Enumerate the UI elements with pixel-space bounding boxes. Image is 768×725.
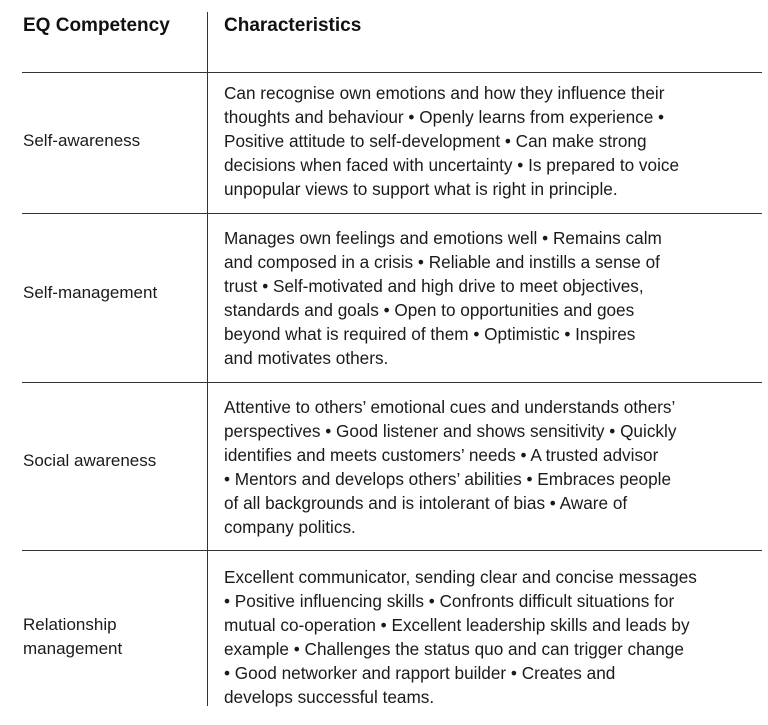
text-line: of all backgrounds and is intolerant of bias • Aware of bbox=[224, 493, 628, 513]
text-line: company politics. bbox=[224, 517, 356, 537]
text-line: example • Challenges the status quo and can trigger change bbox=[224, 639, 684, 659]
competency-line: Relationship bbox=[23, 615, 117, 634]
characteristics-text bbox=[224, 226, 760, 370]
text-line: standards and goals • Open to opportunities and goes bbox=[224, 300, 635, 320]
text-line: perspectives • Good listener and shows sensitivity • Quickly bbox=[224, 421, 677, 441]
competency-name bbox=[23, 613, 122, 661]
text-line: thoughts and behaviour • Openly learns from experience • bbox=[224, 107, 665, 127]
competency-name: Self-awareness bbox=[23, 131, 141, 150]
table-header bbox=[0, 0, 768, 72]
row-divider bbox=[22, 550, 762, 551]
row-divider bbox=[22, 382, 762, 383]
text-line: and composed in a crisis • Reliable and instills a sense of bbox=[224, 252, 660, 272]
text-line: trust • Self-motivated and high drive to meet objectives, bbox=[224, 276, 644, 296]
text-line: Can recognise own emotions and how they influence their bbox=[224, 83, 665, 103]
column-header-competency: EQ Competency bbox=[23, 15, 170, 36]
text-line: • Good networker and rapport builder • Creates and bbox=[224, 663, 616, 683]
text-line: and motivates others. bbox=[224, 348, 389, 368]
text-line: beyond what is required of them • Optimistic • Inspires bbox=[224, 324, 636, 344]
row-divider bbox=[22, 213, 762, 214]
competency-line: management bbox=[23, 639, 123, 658]
characteristics-text bbox=[224, 565, 760, 709]
text-line: • Positive influencing skills • Confronts difficult situations for bbox=[224, 591, 675, 611]
text-line: • Mentors and develops others’ abilities • Embraces people bbox=[224, 469, 672, 489]
text-line: Excellent communicator, sending clear and concise messages bbox=[224, 567, 697, 587]
text-line: mutual co-operation • Excellent leadership skills and leads by bbox=[224, 615, 690, 635]
text-line: Positive attitude to self-development • Can make strong bbox=[224, 131, 647, 151]
characteristics-text bbox=[224, 81, 760, 201]
competency-name: Self-management bbox=[23, 283, 158, 302]
column-divider bbox=[207, 12, 208, 706]
text-line: identifies and meets customers’ needs • A trusted advisor bbox=[224, 445, 659, 465]
competency-name: Social awareness bbox=[23, 451, 157, 470]
text-line: develops successful teams. bbox=[224, 687, 435, 707]
text-line: unpopular views to support what is right in principle. bbox=[224, 179, 618, 199]
characteristics-text bbox=[224, 395, 760, 539]
row-divider bbox=[22, 72, 762, 73]
text-line: decisions when faced with uncertainty • Is prepared to voice bbox=[224, 155, 680, 175]
column-header-characteristics: Characteristics bbox=[224, 15, 362, 36]
text-line: Manages own feelings and emotions well • Remains calm bbox=[224, 228, 662, 248]
text-line: Attentive to others’ emotional cues and understands others’ bbox=[224, 397, 676, 417]
